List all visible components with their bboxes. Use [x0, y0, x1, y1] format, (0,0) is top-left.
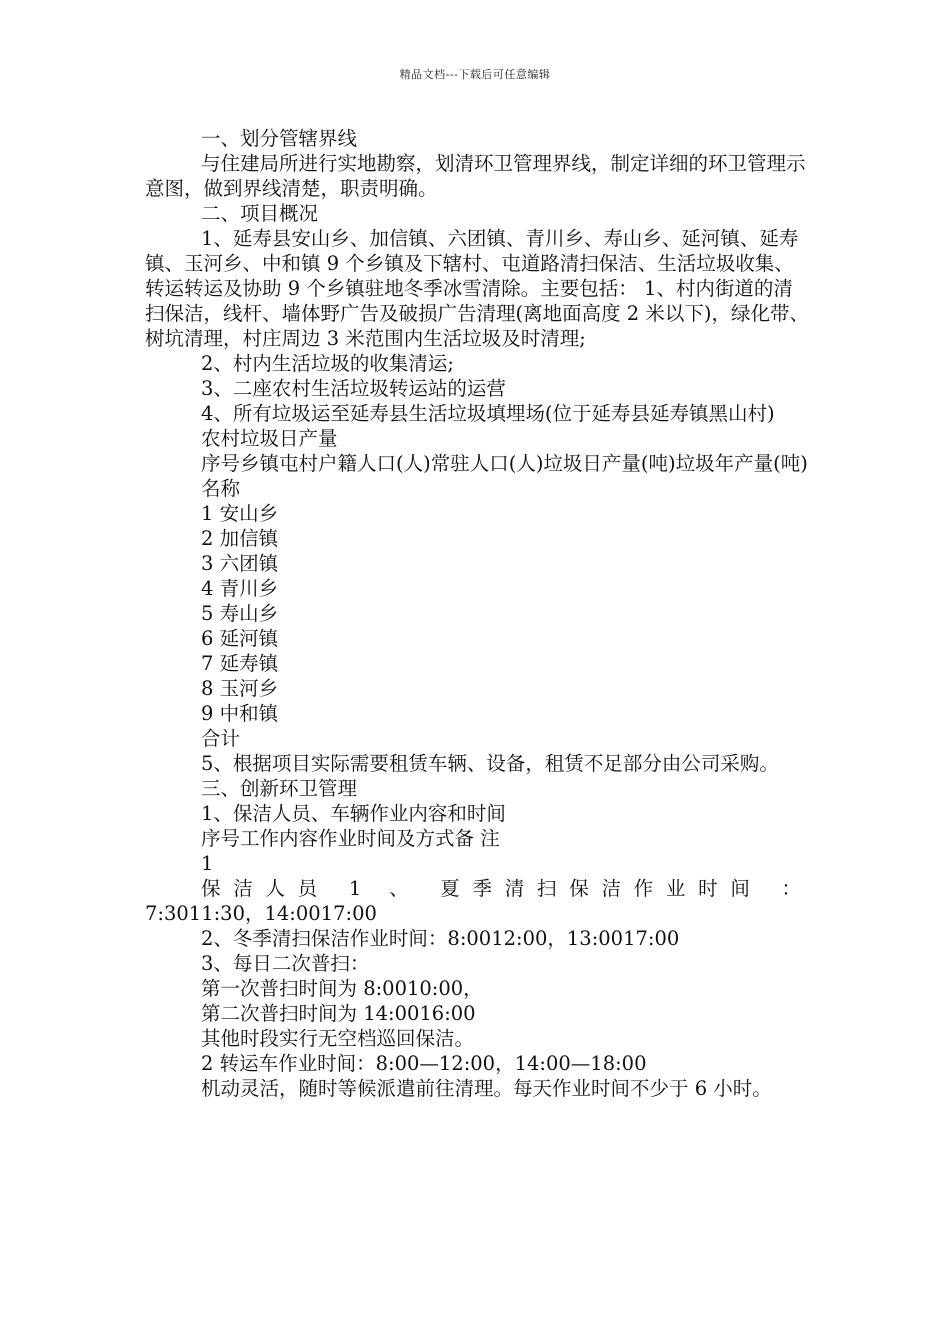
paragraph: 5 寿山乡 — [201, 602, 279, 625]
paragraph: 7 延寿镇 — [201, 652, 279, 675]
paragraph: 一、划分管辖界线 — [201, 127, 358, 150]
paragraph: 2 加信镇 — [201, 527, 279, 550]
paragraph: 序号工作内容作业时间及方式备 注 — [201, 827, 500, 850]
paragraph: 3、每日二次普扫： — [201, 952, 370, 975]
paragraph: 4 青川乡 — [201, 577, 279, 600]
paragraph: 序号乡镇屯村户籍人口(人)常驻人口(人)垃圾日产量(吨)垃圾年产量(吨) — [201, 452, 808, 475]
paragraph: 6 延河镇 — [201, 627, 279, 650]
page-header: 精品文档---下载后可任意编辑 — [399, 68, 551, 81]
paragraph: 5、根据项目实际需要租赁车辆、设备，租赁不足部分由公司采购。 — [201, 752, 779, 775]
paragraph: 3、二座农村生活垃圾转运站的运营 — [201, 377, 506, 400]
paragraph: 4、所有垃圾运至延寿县生活垃圾填埋场(位于延寿县延寿镇黑山村) — [201, 402, 775, 425]
paragraph: 合计 — [201, 727, 241, 750]
paragraph: 8 玉河乡 — [201, 677, 279, 700]
paragraph: 其他时段实行无空档巡回保洁。 — [201, 1027, 475, 1050]
paragraph: 与住建局所进行实地勘察，划清环卫管理界线，制定详细的环卫管理示意图，做到界线清楚，职责明确。 — [145, 152, 806, 200]
paragraph: 1 安山乡 — [201, 502, 279, 525]
paragraph: 名称 — [201, 477, 241, 500]
paragraph: 三、创新环卫管理 — [201, 777, 358, 800]
paragraph: 9 中和镇 — [201, 702, 279, 725]
paragraph: 2、冬季清扫保洁作业时间：8:0012:00，13:0017:00 — [201, 927, 680, 950]
paragraph: 保洁人员 1 、 夏季清扫保洁作业时间 ： — [201, 877, 810, 900]
paragraph: 2、村内生活垃圾的收集清运; — [201, 352, 454, 375]
paragraph: 3 六团镇 — [201, 552, 279, 575]
paragraph: 农村垃圾日产量 — [201, 427, 338, 450]
paragraph: 二、项目概况 — [201, 202, 319, 225]
paragraph: 第一次普扫时间为 8:0010:00， — [201, 977, 483, 1000]
paragraph: 1、保洁人员、车辆作业内容和时间 — [201, 802, 506, 825]
paragraph: 2 转运车作业时间：8:00—12:00，14:00—18:00 — [201, 1052, 647, 1075]
paragraph: 7:3011:30，14:0017:00 — [145, 902, 377, 925]
paragraph: 1 — [201, 852, 214, 875]
paragraph: 机动灵活，随时等候派遣前往清理。每天作业时间不少于 6 小时。 — [201, 1077, 772, 1100]
paragraph: 第二次普扫时间为 14:0016:00 — [201, 1002, 476, 1025]
document-body — [145, 126, 810, 1101]
paragraph: 1、延寿县安山乡、加信镇、六团镇、青川乡、寿山乡、延河镇、延寿镇、玉河乡、中和镇 9 个乡镇及下辖村、屯道路清扫保洁、生活垃圾收集、转运转运及协助 9 个乡镇驻地冬季冰雪清除。主要包括： 1、村内街道的清扫保洁，线杆、墙体野广告及破损广告清理(离地面高度 2 米以下)，绿化带、树坑清理，村庄周边 3 米范围内生活垃圾及时清理; — [145, 227, 810, 350]
